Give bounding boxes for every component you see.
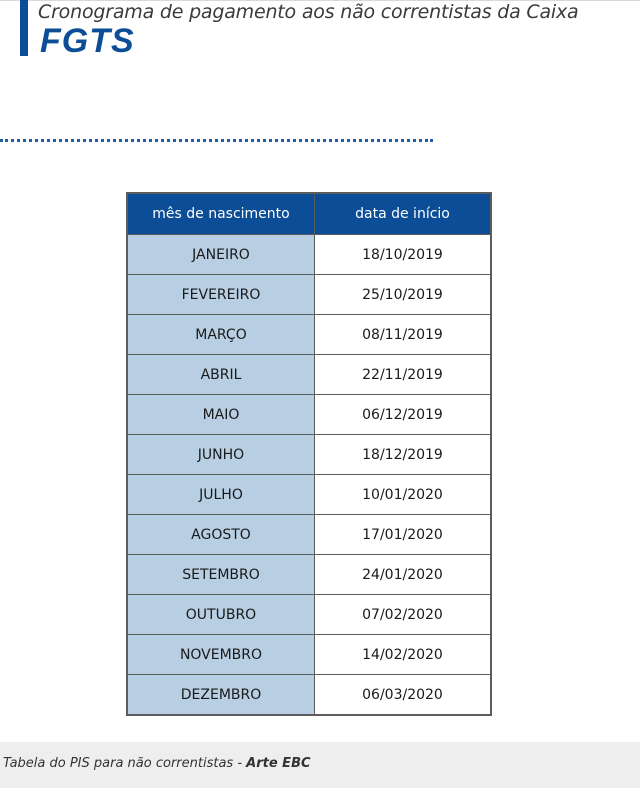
table-row	[127, 515, 491, 555]
table-row	[127, 435, 491, 475]
caption-credit: Arte EBC	[246, 756, 311, 771]
birth-month-cell: FEVEREIRO	[127, 275, 315, 315]
table-row	[127, 635, 491, 675]
start-date-cell: 25/10/2019	[315, 275, 492, 315]
start-date-cell: 14/02/2020	[315, 635, 492, 675]
birth-month-cell: SETEMBRO	[127, 555, 315, 595]
birth-month-cell: JUNHO	[127, 435, 315, 475]
start-date-cell: 10/01/2020	[315, 475, 492, 515]
birth-month-cell: MAIO	[127, 395, 315, 435]
birth-month-cell: AGOSTO	[127, 515, 315, 555]
birth-month-cell: JULHO	[127, 475, 315, 515]
start-date-cell: 07/02/2020	[315, 595, 492, 635]
start-date-cell: 22/11/2019	[315, 355, 492, 395]
image-caption	[0, 742, 640, 788]
table-row	[127, 555, 491, 595]
payment-schedule-table	[126, 192, 492, 716]
table-header-row	[127, 193, 491, 235]
table-row	[127, 395, 491, 435]
birth-month-cell: MARÇO	[127, 315, 315, 355]
page-title: Cronograma de pagamento aos não correntistas da Caixa	[38, 1, 579, 23]
caption-text	[3, 756, 311, 771]
start-date-cell: 17/01/2020	[315, 515, 492, 555]
table-row	[127, 275, 491, 315]
table-row	[127, 355, 491, 395]
start-date-cell: 18/10/2019	[315, 235, 492, 275]
table-row	[127, 315, 491, 355]
dotted-divider	[0, 139, 433, 142]
table-row	[127, 595, 491, 635]
start-date-cell: 18/12/2019	[315, 435, 492, 475]
birth-month-cell: NOVEMBRO	[127, 635, 315, 675]
start-date-cell: 08/11/2019	[315, 315, 492, 355]
start-date-cell: 24/01/2020	[315, 555, 492, 595]
birth-month-cell: OUTUBRO	[127, 595, 315, 635]
start-date-cell: 06/03/2020	[315, 675, 492, 716]
accent-bar	[20, 0, 28, 56]
table-row	[127, 475, 491, 515]
column-header-birth-month: mês de nascimento	[127, 193, 315, 235]
brand-logo-text: FGTS	[40, 22, 135, 60]
table-row	[127, 675, 491, 716]
birth-month-cell: DEZEMBRO	[127, 675, 315, 716]
table-row	[127, 235, 491, 275]
column-header-start-date: data de início	[315, 193, 492, 235]
start-date-cell: 06/12/2019	[315, 395, 492, 435]
table-body	[127, 235, 491, 716]
birth-month-cell: ABRIL	[127, 355, 315, 395]
birth-month-cell: JANEIRO	[127, 235, 315, 275]
caption-description: Tabela do PIS para não correntistas -	[3, 756, 247, 771]
